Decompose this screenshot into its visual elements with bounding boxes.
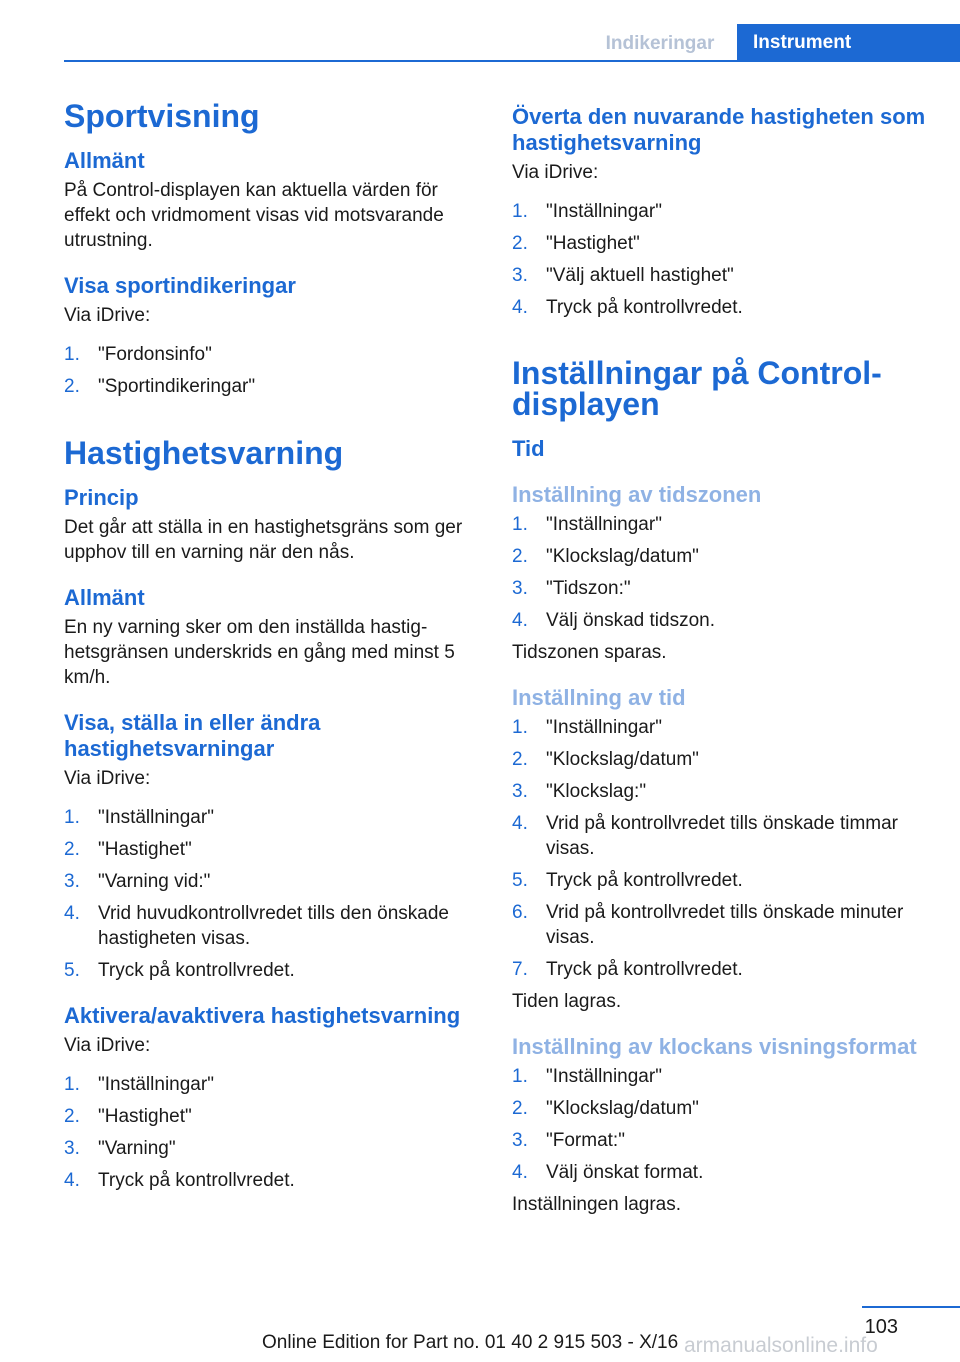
list-item	[64, 869, 484, 894]
via-idrive-label: Via iDrive:	[64, 768, 151, 789]
heading-installning-tid: Inställning av tid	[512, 685, 686, 710]
step-list	[64, 342, 484, 399]
section-title-installningar: Inställningar på Control-displayen	[512, 355, 882, 422]
paragraph: Inställningen lagras.	[512, 1194, 681, 1215]
step-text: Tryck på kontrollvredet.	[546, 870, 743, 891]
step-number: 1.	[512, 1066, 528, 1087]
watermark: armanualsonline.info	[684, 1334, 878, 1357]
step-text: "Inställningar"	[546, 201, 662, 222]
list-item	[512, 608, 932, 633]
list-item	[64, 805, 484, 830]
list-item	[64, 1136, 484, 1161]
list-item	[64, 1104, 484, 1129]
list-item	[64, 374, 484, 399]
heading-allmant: Allmänt	[64, 148, 145, 173]
list-item	[512, 295, 932, 320]
paragraph: En ny varning sker om den inställda hastig‐hetsgränsen underskrids en gång med minst 5 km/h.	[64, 617, 455, 688]
step-number: 3.	[512, 578, 528, 599]
step-list	[64, 1072, 484, 1193]
step-number: 1.	[512, 717, 528, 738]
step-text: "Tidszon:"	[546, 578, 631, 599]
right-column	[512, 92, 932, 1217]
header-rule	[64, 60, 960, 62]
step-text: "Klockslag/datum"	[546, 1098, 699, 1119]
step-text: Tryck på kontrollvredet.	[546, 959, 743, 980]
step-number: 6.	[512, 902, 528, 923]
list-item	[512, 1160, 932, 1185]
list-item	[64, 958, 484, 983]
step-text: "Inställningar"	[98, 807, 214, 828]
step-text: "Hastighet"	[98, 1106, 192, 1127]
step-text: "Varning"	[98, 1138, 176, 1159]
step-text: Tryck på kontrollvredet.	[98, 960, 295, 981]
step-text: "Hastighet"	[546, 233, 640, 254]
page-header	[0, 0, 960, 62]
step-text: "Inställningar"	[546, 1066, 662, 1087]
list-item	[512, 1064, 932, 1089]
step-number: 4.	[512, 1162, 528, 1183]
step-number: 1.	[64, 1074, 80, 1095]
step-number: 3.	[64, 871, 80, 892]
step-number: 1.	[64, 344, 80, 365]
section-tab-indikeringar[interactable]: Indikeringar	[605, 33, 715, 54]
list-item	[512, 512, 932, 537]
step-list	[512, 512, 932, 633]
step-text: "Format:"	[546, 1130, 625, 1151]
heading-visa-sportindikeringar: Visa sportindikeringar	[64, 273, 296, 298]
paragraph: Tidszonen sparas.	[512, 642, 667, 663]
list-item	[512, 1128, 932, 1153]
heading-princip: Princip	[64, 485, 139, 510]
step-number: 2.	[64, 376, 80, 397]
step-text: "Inställningar"	[546, 514, 662, 535]
step-number: 5.	[64, 960, 80, 981]
step-text: "Sportindikeringar"	[98, 376, 256, 397]
via-idrive-label: Via iDrive:	[512, 162, 599, 183]
edition-text: Online Edition for Part no. 01 40 2 915 503 - X/16	[262, 1332, 679, 1353]
step-list	[512, 199, 932, 320]
via-idrive-label: Via iDrive:	[64, 305, 151, 326]
list-item	[64, 1072, 484, 1097]
step-text: Välj önskad tidszon.	[546, 610, 715, 631]
step-number: 2.	[512, 749, 528, 770]
list-item	[512, 199, 932, 224]
step-text: Vrid på kontrollvredet tills önskade minuter visas.	[546, 902, 904, 948]
step-number: 5.	[512, 870, 528, 891]
list-item	[64, 901, 484, 951]
heading-visningsformat: Inställning av klockans visningsformat	[512, 1034, 917, 1059]
heading-visa-stalla-in: Visa, ställa in eller ändra hastighetsvarningar	[64, 710, 321, 761]
step-number: 3.	[512, 1130, 528, 1151]
heading-aktivera-avaktivera: Aktivera/avaktivera hastighetsvarning	[64, 1003, 461, 1028]
heading-allmant-2: Allmänt	[64, 585, 145, 610]
step-number: 2.	[512, 233, 528, 254]
list-item	[512, 1096, 932, 1121]
list-item	[512, 231, 932, 256]
heading-overta-hastighet: Överta den nuvarande hastigheten som hastighetsvarning	[512, 104, 926, 155]
step-number: 3.	[512, 265, 528, 286]
list-item	[512, 747, 932, 772]
step-number: 7.	[512, 959, 528, 980]
footer-rule	[862, 1306, 960, 1308]
list-item	[64, 837, 484, 862]
step-text: "Välj aktuell hastighet"	[546, 265, 734, 286]
heading-tidszon: Inställning av tidszonen	[512, 482, 762, 507]
via-idrive-label: Via iDrive:	[64, 1035, 151, 1056]
step-text: "Klockslag/datum"	[546, 546, 699, 567]
step-number: 4.	[64, 1170, 80, 1191]
list-item	[512, 715, 932, 740]
step-list	[64, 805, 484, 983]
step-number: 2.	[512, 1098, 528, 1119]
heading-tid: Tid	[512, 436, 545, 461]
section-title-hastighetsvarning: Hastighetsvarning	[64, 435, 344, 471]
list-item	[512, 868, 932, 893]
step-text: Tryck på kontrollvredet.	[546, 297, 743, 318]
paragraph: Det går att ställa in en hastighetsgräns som ger upphov till en varning när den nås.	[64, 517, 463, 563]
step-text: "Hastighet"	[98, 839, 192, 860]
paragraph: Tiden lagras.	[512, 991, 622, 1012]
page-number: 103	[864, 1316, 898, 1338]
step-number: 4.	[512, 813, 528, 834]
step-text: "Varning vid:"	[98, 871, 211, 892]
step-list	[512, 715, 932, 982]
step-number: 1.	[512, 514, 528, 535]
list-item	[512, 576, 932, 601]
list-item	[512, 544, 932, 569]
step-text: Vrid på kontrollvredet tills önskade timmar visas.	[546, 813, 898, 859]
section-title-sportvisning: Sportvisning	[64, 98, 260, 134]
section-tab-instrument[interactable]: Instrument	[737, 24, 960, 62]
step-number: 2.	[512, 546, 528, 567]
left-column	[64, 92, 484, 1200]
step-text: "Klockslag:"	[546, 781, 647, 802]
step-text: "Fordonsinfo"	[98, 344, 212, 365]
step-number: 4.	[64, 903, 80, 924]
step-text: "Inställningar"	[98, 1074, 214, 1095]
step-text: "Klockslag/datum"	[546, 749, 699, 770]
step-list	[512, 1064, 932, 1185]
list-item	[64, 1168, 484, 1193]
step-number: 2.	[64, 839, 80, 860]
list-item	[64, 342, 484, 367]
list-item	[512, 957, 932, 982]
step-text: Välj önskat format.	[546, 1162, 704, 1183]
step-number: 1.	[64, 807, 80, 828]
paragraph: På Control-displayen kan aktuella värden för effekt och vridmoment visas vid motsvarande utrustning.	[64, 180, 444, 251]
step-text: "Inställningar"	[546, 717, 662, 738]
step-number: 4.	[512, 297, 528, 318]
step-text: Vrid huvudkontrollvredet tills den önskade hastigheten visas.	[98, 903, 449, 949]
step-number: 4.	[512, 610, 528, 631]
step-number: 1.	[512, 201, 528, 222]
list-item	[512, 779, 932, 804]
step-number: 2.	[64, 1106, 80, 1127]
list-item	[512, 263, 932, 288]
step-number: 3.	[512, 781, 528, 802]
list-item	[512, 900, 932, 950]
step-number: 3.	[64, 1138, 80, 1159]
step-text: Tryck på kontrollvredet.	[98, 1170, 295, 1191]
list-item	[512, 811, 932, 861]
